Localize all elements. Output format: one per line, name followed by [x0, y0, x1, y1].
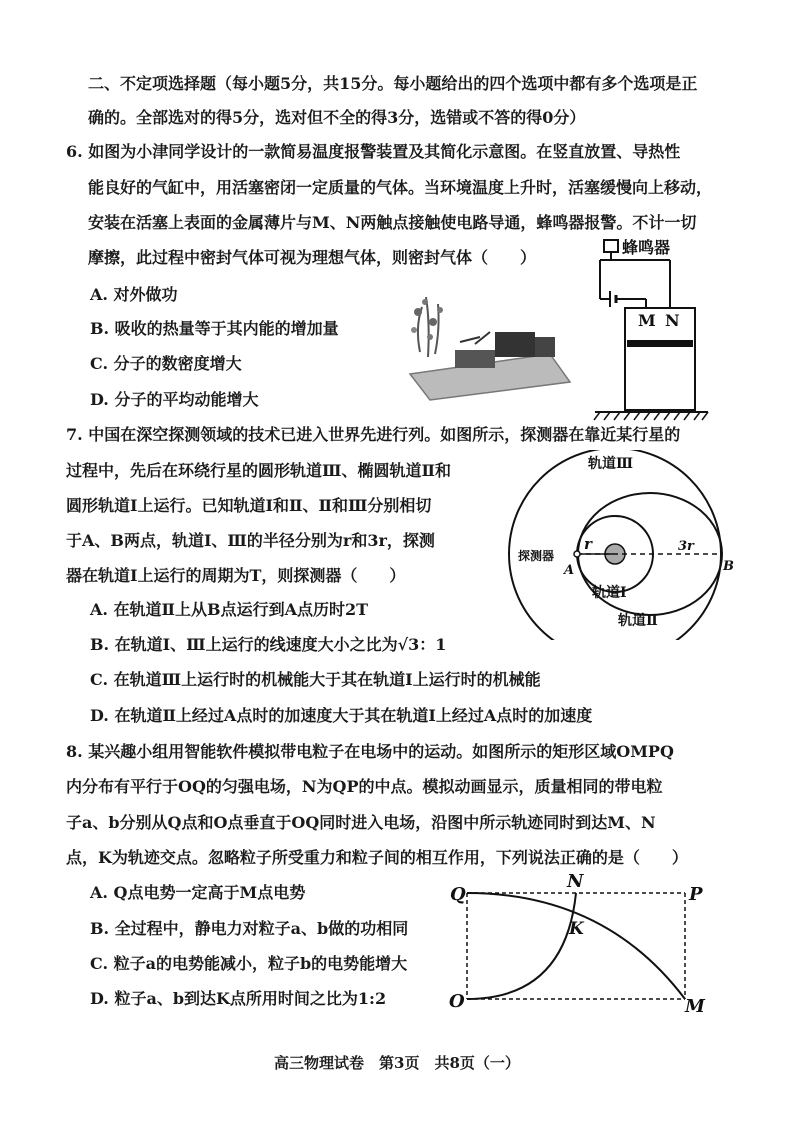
buzzer-symbol: [604, 240, 618, 252]
battery-box: [535, 337, 555, 357]
q6-option-b[interactable]: B. 吸收的热量等于其内能的增加量: [90, 319, 339, 338]
q6-option-c[interactable]: C. 分子的数密度增大: [90, 354, 242, 373]
q8-line1: 8. 某兴趣小组用智能软件模拟带电粒子在电场中的运动。如图所示的矩形区域OMPQ: [66, 742, 674, 761]
q7-line5: 器在轨道Ⅰ上运行的周期为T，则探测器（ ）: [66, 566, 406, 585]
q8-line4: 点，K为轨迹交点。忽略粒子所受重力和粒子间的相互作用，下列说法正确的是（ ）: [66, 848, 688, 867]
q8-option-b[interactable]: B. 全过程中，静电力对粒子a、b做的功相同: [90, 919, 409, 938]
section-header-line1: 二、不定项选择题（每小题5分，共15分。每小题给出的四个选项中都有多个选项是正: [88, 74, 698, 93]
cylinder: [625, 308, 695, 410]
point-b-label: B: [723, 559, 734, 574]
q6-line2: 能良好的气缸中，用活塞密闭一定质量的气体。当环境温度上升时，活塞缓慢向上移动，: [88, 178, 713, 197]
contact-m-label: M: [638, 311, 656, 330]
section-header-line2: 确的。全部选对的得5分，选对但不全的得3分，选错或不答的得0分）: [88, 108, 586, 127]
trajectory-a: [467, 893, 685, 999]
piston: [627, 340, 693, 347]
q8-line2: 内分布有平行于OQ的匀强电场，N为QP的中点。模拟动画显示，质量相同的带电粒: [66, 777, 663, 796]
q7-option-b-sqrt: √3: [397, 635, 420, 654]
field-diagram: [445, 872, 720, 1017]
alarm-schematic: [590, 236, 715, 424]
point-p-label: P: [689, 884, 703, 905]
q7-line1: 7. 中国在深空探测领域的技术已进入世界先进行列。如图所示，探测器在靠近某行星的: [66, 425, 681, 444]
q7-option-b-text: B. 在轨道Ⅰ、Ⅲ上运行的线速度大小之比为: [90, 635, 398, 654]
point-o-label: O: [449, 991, 465, 1012]
q7-option-a[interactable]: A. 在轨道Ⅱ上从B点运行到A点历时2T: [90, 600, 369, 619]
trajectory-b: [467, 893, 576, 999]
probe-point: [574, 551, 580, 557]
point-m-label: M: [685, 996, 705, 1017]
orbit-1-label: 轨道Ⅰ: [592, 585, 627, 601]
ground-hatch: [594, 412, 708, 420]
q6-option-d[interactable]: D. 分子的平均动能增大: [90, 390, 259, 409]
buzzer-box: [495, 332, 535, 357]
point-q-label: Q: [450, 884, 466, 905]
q7-option-b[interactable]: [90, 634, 446, 656]
q6-line4: 摩擦，此过程中密封气体可视为理想气体，则密封气体（ ）: [88, 248, 537, 267]
orbit-3-label: 轨道Ⅲ: [588, 456, 634, 472]
page-footer: 高三物理试卷 第3页 共8页（一）: [274, 1054, 520, 1072]
orbit-diagram: [500, 450, 740, 640]
q8-option-c[interactable]: C. 粒子a的电势能减小，粒子b的电势能增大: [90, 954, 408, 973]
radius-3r-label: 3r: [678, 539, 694, 554]
q7-line4: 于A、B两点，轨道Ⅰ、Ⅲ的半径分别为r和3r，探测: [66, 531, 435, 550]
cylinder-device: [455, 350, 495, 368]
q7-option-b-ratio: ：1: [419, 635, 447, 654]
q7-option-d[interactable]: D. 在轨道Ⅱ上经过A点时的加速度大于其在轨道Ⅰ上经过A点时的加速度: [90, 706, 593, 725]
q7-option-c[interactable]: C. 在轨道Ⅲ上运行时的机械能大于其在轨道Ⅰ上运行时的机械能: [90, 670, 541, 689]
q6-option-a[interactable]: A. 对外做功: [90, 285, 178, 304]
radius-r-label: r: [584, 535, 592, 553]
alarm-device-photo: [400, 282, 575, 402]
q6-line3: 安装在活塞上表面的金属薄片与M、N两触点接触使电路导通，蜂鸣器报警。不计一切: [88, 213, 697, 232]
plant-icon: [411, 297, 443, 357]
probe-label: 探测器: [518, 549, 555, 563]
orbit-2-label: 轨道Ⅱ: [618, 613, 658, 629]
q7-line3: 圆形轨道Ⅰ上运行。已知轨道Ⅰ和Ⅱ、Ⅱ和Ⅲ分别相切: [66, 496, 432, 515]
q7-line2: 过程中，先后在环绕行星的圆形轨道Ⅲ、椭圆轨道Ⅱ和: [66, 461, 451, 480]
q6-line1: 6. 如图为小津同学设计的一款简易温度报警装置及其简化示意图。在竖直放置、导热性: [66, 142, 681, 161]
point-k-label: K: [569, 919, 584, 939]
q8-line3: 子a、b分别从Q点和O点垂直于OQ同时进入电场，沿图中所示轨迹同时到达M、N: [66, 813, 656, 832]
point-a-label: A: [564, 563, 575, 578]
point-n-label: N: [567, 872, 584, 892]
contact-n-label: N: [665, 311, 680, 330]
buzzer-label: 蜂鸣器: [622, 238, 671, 257]
q8-option-a[interactable]: A. Q点电势一定高于M点电势: [90, 883, 306, 902]
q8-option-d[interactable]: D. 粒子a、b到达K点所用时间之比为1:2: [90, 989, 387, 1008]
